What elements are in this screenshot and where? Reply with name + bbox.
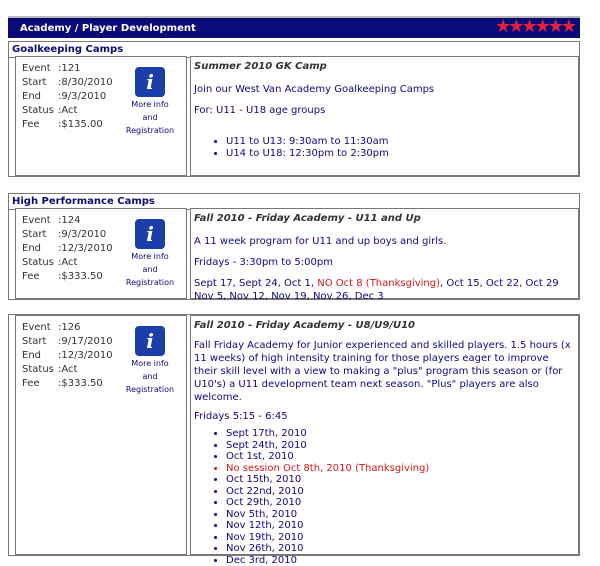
event-details	[15, 315, 187, 555]
fee: Fee :$135.00	[22, 118, 113, 132]
event-description: Fall 2010 - Friday Academy - U8/U9/U10 Fall Friday Academy for Junior experienced and skilled players. 1.5 hours (x 11 weeks) of high intensity training for those players eager to improve their skill level with a view to making a "plus" program this season or (for U10's) a U11 development team next season. "Plus" players are also welcome. Fridays 5:15 - 6:45 • Sept 17th, 2010 • Sept 24th, 2010 • Oct 1st, 2010 • No session Oct 8th, 2010 (Thanksgiving) • Oct 15th, 2010 • Oct 22nd, 2010 • Oct 29th, 2010 • Nov 5th, 2010 • Nov 12th, 2010 • Nov 19th, 2010 • Nov 26th, 2010 • Dec 3rd, 2010	[190, 315, 579, 555]
start-date: Start :8/30/2010	[22, 76, 113, 90]
page-header	[8, 16, 580, 38]
event-details	[15, 208, 187, 299]
status: Status :Act	[22, 256, 113, 270]
section-header-high-performance: High Performance Camps	[8, 193, 580, 210]
event-details	[15, 56, 187, 176]
event-number: Event :126	[22, 321, 113, 335]
list-item: • Nov 19th, 2010	[226, 532, 575, 544]
list-item: • Oct 15th, 2010	[226, 474, 575, 486]
status: Status :Act	[22, 363, 113, 377]
star-rating-icon: ★★★★★★	[495, 17, 574, 37]
more-info-link[interactable]: i More info and Registration	[122, 326, 178, 395]
start-date: Start :9/3/2010	[22, 228, 113, 242]
section-header-goalkeeping: Goalkeeping Camps	[8, 41, 580, 58]
fee: Fee :$333.50	[22, 377, 113, 391]
info-icon[interactable]: i	[135, 67, 165, 97]
event-number: Event :124	[22, 214, 113, 228]
list-item: • Nov 5th, 2010	[226, 509, 575, 521]
list-item: • Sept 24th, 2010	[226, 440, 575, 452]
event-description: Fall 2010 - Friday Academy - U11 and Up A 11 week program for U11 and up boys and girls. Fridays - 3:30pm to 5:00pm Sept 17, Sept 24, Oct 1, NO Oct 8 (Thanksgiving), Oct 15, Oct 22, Oct 29 Nov 5, Nov 12, Nov 19, Nov 26, Dec 3	[190, 208, 579, 299]
end-date: End :12/3/2010	[22, 242, 113, 256]
list-item: • Oct 29th, 2010	[226, 497, 575, 509]
event-number: Event :121	[22, 62, 113, 76]
list-item: • Nov 12th, 2010	[226, 520, 575, 532]
event-title: Fall 2010 - Friday Academy - U8/U9/U10	[194, 319, 575, 332]
page-title: Academy / Player Development	[20, 23, 196, 34]
list-item: • U11 to U13: 9:30am to 11:30am	[226, 136, 575, 148]
info-icon[interactable]: i	[135, 326, 165, 356]
more-info-link[interactable]: i More info and Registration	[122, 67, 178, 136]
list-item: • Dec 3rd, 2010	[226, 555, 575, 566]
event-title: Fall 2010 - Friday Academy - U11 and Up	[194, 212, 575, 225]
event-row	[8, 314, 580, 556]
list-item: • Nov 26th, 2010	[226, 543, 575, 555]
list-item: • Sept 17th, 2010	[226, 428, 575, 440]
end-date: End :12/3/2010	[22, 349, 113, 363]
event-description: Summer 2010 GK Camp Join our West Van Academy Goalkeeping Camps For: U11 - U18 age groups • U11 to U13: 9:30am to 11:30am • U14 to U18: 12:30pm to 2:30pm	[190, 56, 579, 176]
event-row	[8, 55, 580, 177]
list-item: • U14 to U18: 12:30pm to 2:30pm	[226, 148, 575, 160]
list-item: • Oct 1st, 2010	[226, 451, 575, 463]
more-info-link[interactable]: i More info and Registration	[122, 219, 178, 288]
status: Status :Act	[22, 104, 113, 118]
list-item: • Oct 22nd, 2010	[226, 486, 575, 498]
fee: Fee :$333.50	[22, 270, 113, 284]
end-date: End :9/3/2010	[22, 90, 113, 104]
event-row	[8, 207, 580, 300]
list-item: • No session Oct 8th, 2010 (Thanksgiving)	[226, 463, 575, 475]
event-title: Summer 2010 GK Camp	[194, 60, 575, 73]
start-date: Start :9/17/2010	[22, 335, 113, 349]
session-dates: Sept 17, Sept 24, Oct 1, NO Oct 8 (Thanksgiving), Oct 15, Oct 22, Oct 29 Nov 5, Nov 12, Nov 19, Nov 26, Dec 3	[194, 277, 575, 303]
info-icon[interactable]: i	[135, 219, 165, 249]
